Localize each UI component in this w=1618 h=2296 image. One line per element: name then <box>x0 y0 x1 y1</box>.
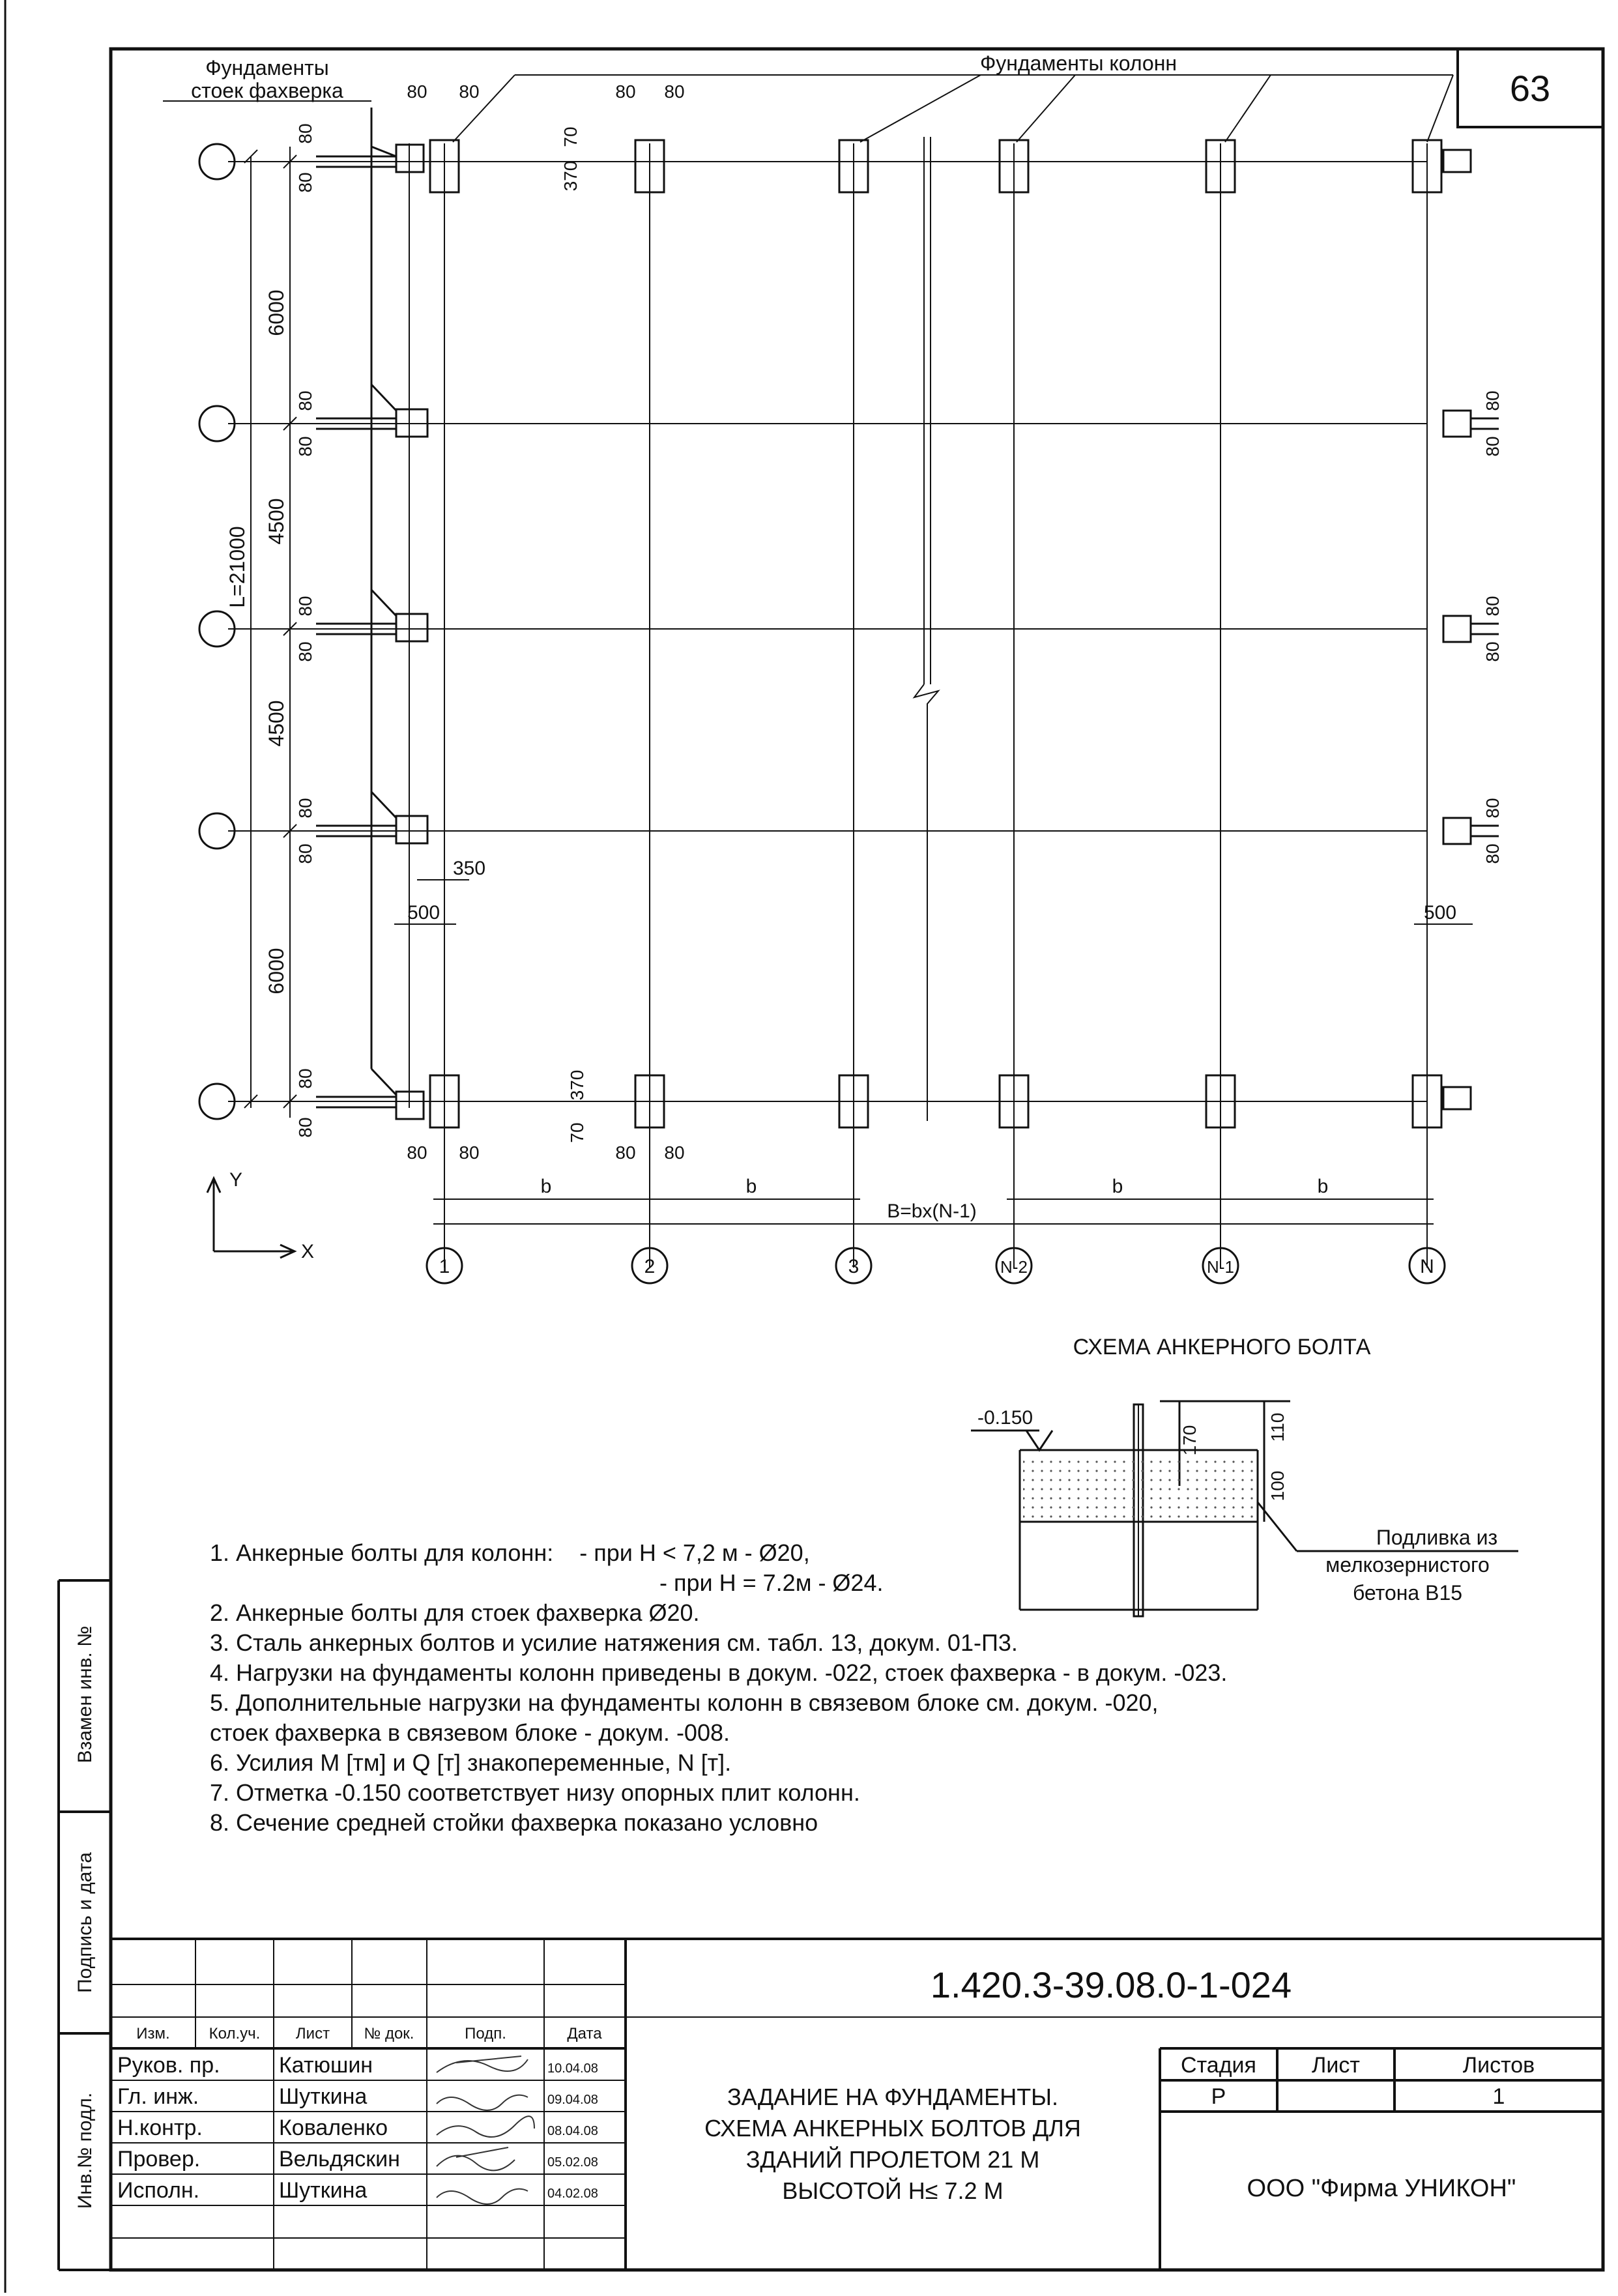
stamp-inv-orig: Инв.№ подл. <box>74 2092 96 2209</box>
note-8: 8. Сечение средней стойки фахверка показано условно <box>210 1809 818 1836</box>
note-1c: - при Н = 7.2м - Ø24. <box>659 1569 884 1596</box>
tb-date-2: 09.04.08 <box>547 2093 598 2107</box>
axis-x-label: X <box>301 1241 315 1262</box>
dim-80-bot-2b: 80 <box>664 1142 685 1163</box>
title-line-1: ЗАДАНИЕ НА ФУНДАМЕНТЫ. <box>727 2084 1059 2110</box>
tb-date-5: 04.02.08 <box>547 2187 598 2201</box>
axis-n-1: N-1 <box>1207 1257 1234 1277</box>
note-1c-row <box>210 1568 1227 1598</box>
tb-date-4: 05.02.08 <box>547 2155 598 2170</box>
row-markers <box>199 144 235 1119</box>
tb-head-doc: № док. <box>364 2025 414 2042</box>
title-line-3: ЗДАНИЙ ПРОЛЕТОМ 21 М <box>745 2146 1040 2173</box>
tb-head-sign: Подп. <box>465 2025 506 2042</box>
grout-label-2: мелкозернистого <box>1325 1553 1490 1577</box>
dim-80-r3a: 80 <box>295 596 315 617</box>
dim-370-bot: 370 <box>567 1069 587 1101</box>
dim-80-r1b: 80 <box>295 172 315 193</box>
label-columns: Фундаменты колонн <box>979 51 1177 75</box>
dim-b-3: b <box>1112 1176 1123 1197</box>
dim-6000-top: 6000 <box>265 289 288 336</box>
note-4: 4. Нагрузки на фундаменты колонн приведены в докум. -022, стоек фахверка - в докум. -023. <box>210 1659 1228 1686</box>
notes <box>210 1538 1227 1838</box>
dim-370-top: 370 <box>560 160 581 192</box>
axis-n: N <box>1420 1256 1434 1277</box>
tb-role-1: Руков. пр. <box>117 2053 220 2078</box>
note-7: 7. Отметка -0.150 соответствует низу опорных плит колонн. <box>210 1779 860 1806</box>
note-2: 2. Анкерные болты для стоек фахверка Ø20. <box>210 1599 700 1626</box>
note-6: 6. Усилия М [тм] и Q [т] знакопеременные, N [т]. <box>210 1749 732 1776</box>
dim-4500-1: 4500 <box>265 498 288 545</box>
leader-lines <box>163 75 1453 142</box>
dim-b-1: b <box>540 1176 552 1197</box>
note-1 <box>210 1538 1227 1568</box>
tb-name-5: Шуткина <box>279 2178 368 2203</box>
label-fachwerk-2: стоек фахверка <box>191 79 343 102</box>
signature-scribbles <box>437 2056 534 2204</box>
sheets-head: Листов <box>1462 2053 1535 2078</box>
dim-80-r5b: 80 <box>295 1117 315 1138</box>
title-line-2: СХЕМА АНКЕРНЫХ БОЛТОВ ДЛЯ <box>704 2115 1081 2142</box>
span-label: L=21000 <box>225 526 249 608</box>
tb-date-1: 10.04.08 <box>547 2061 598 2076</box>
dim-b-4: b <box>1317 1176 1329 1197</box>
dim-4500-2: 4500 <box>265 700 288 747</box>
dim-80-r1a: 80 <box>295 123 315 144</box>
dim-80-right-3b: 80 <box>1482 843 1503 864</box>
dim-total: B=bx(N-1) <box>887 1200 977 1222</box>
company-name: ООО "Фирма УНИКОН" <box>1247 2175 1516 2202</box>
dim-80-r5a: 80 <box>295 1068 315 1089</box>
dim-80-r2a: 80 <box>295 390 315 411</box>
axis-lines-y <box>228 162 1427 1101</box>
tb-role-2: Гл. инж. <box>117 2084 199 2109</box>
axis-bubbles <box>427 1248 1445 1283</box>
note-1a: 1. Анкерные болты для колонн: <box>210 1539 554 1566</box>
tb-head-kol: Кол.уч. <box>209 2025 261 2042</box>
dim-80-top-1a: 80 <box>407 81 427 102</box>
dim-80-r4b: 80 <box>295 843 315 864</box>
anchor-scheme-title: СХЕМА АНКЕРНОГО БОЛТА <box>1073 1335 1371 1359</box>
dim-500-left: 500 <box>407 902 441 923</box>
axis-3: 3 <box>848 1256 860 1277</box>
dim-6000-bottom: 6000 <box>265 948 288 995</box>
tb-head-list: Лист <box>295 2025 330 2042</box>
title-line-4: ВЫСОТОЙ Н≤ 7.2 М <box>782 2177 1004 2204</box>
tb-head-izm: Изм. <box>136 2025 170 2042</box>
stage-value: Р <box>1211 2084 1226 2109</box>
fachwerk-foundations-right <box>1443 411 1499 844</box>
label-fachwerk-1: Фундаменты <box>205 56 329 80</box>
dim-80-right-1b: 80 <box>1482 436 1503 457</box>
grout-dots <box>1023 1457 1254 1519</box>
dim-80-r4a: 80 <box>295 798 315 819</box>
dim-70-bot: 70 <box>567 1122 587 1143</box>
dim-80-bot-1b: 80 <box>459 1142 480 1163</box>
dim-80-bot-2a: 80 <box>615 1142 636 1163</box>
axis-n-2: N-2 <box>1000 1257 1028 1277</box>
tb-date-3: 08.04.08 <box>547 2124 598 2138</box>
axis-lines-x <box>409 143 1427 1268</box>
anchor-dim-110: 110 <box>1267 1412 1288 1442</box>
dim-500-right: 500 <box>1423 902 1457 923</box>
grout-label-3: бетона В15 <box>1352 1581 1463 1605</box>
tb-role-5: Исполн. <box>117 2178 200 2203</box>
dim-80-top-2b: 80 <box>664 81 685 102</box>
tb-role-4: Провер. <box>117 2147 201 2172</box>
dim-80-r3b: 80 <box>295 641 315 662</box>
note-5b: стоек фахверка в связевом блоке - докум. -008. <box>210 1719 730 1746</box>
dim-350: 350 <box>452 858 486 879</box>
sheet-frame <box>111 49 1603 2270</box>
doc-code: 1.420.3-39.08.0-1-024 <box>930 1964 1292 2005</box>
dim-80-top-1b: 80 <box>459 81 480 102</box>
dim-b-2: b <box>745 1176 757 1197</box>
anchor-dim-100: 100 <box>1267 1470 1288 1502</box>
note-1b: - при Н < 7,2 м - Ø20, <box>579 1539 810 1566</box>
sheet-number: 63 <box>1509 68 1551 109</box>
sheets-value: 1 <box>1492 2084 1505 2109</box>
stamp-replace-inv: Взамен инв. № <box>74 1625 96 1764</box>
dim-80-right-2a: 80 <box>1482 596 1503 617</box>
xy-axis-glyph <box>207 1178 295 1258</box>
tb-name-3: Коваленко <box>279 2115 388 2140</box>
stamp-signature-date: Подпись и дата <box>74 1852 96 1993</box>
fachwerk-foundations-left <box>316 108 427 1119</box>
anchor-level: -0.150 <box>977 1407 1033 1429</box>
note-5a: 5. Дополнительные нагрузки на фундаменты колонн в связевом блоке см. докум. -020, <box>210 1689 1159 1716</box>
dim-80-bot-1a: 80 <box>407 1142 427 1163</box>
dim-70-top: 70 <box>560 126 581 147</box>
dim-80-right-3a: 80 <box>1482 798 1503 819</box>
axis-1: 1 <box>439 1256 450 1277</box>
dim-80-r2b: 80 <box>295 436 315 457</box>
note-3: 3. Сталь анкерных болтов и усилие натяжения см. табл. 13, докум. 01-П3. <box>210 1629 1018 1656</box>
dim-80-right-1a: 80 <box>1482 390 1503 411</box>
tb-name-4: Вельдяскин <box>279 2147 400 2172</box>
axis-2: 2 <box>644 1256 656 1277</box>
dim-chain-x <box>394 880 1473 1232</box>
tb-head-date: Дата <box>567 2025 602 2042</box>
column-foundations-top <box>430 140 1471 192</box>
dim-80-top-2a: 80 <box>615 81 636 102</box>
anchor-dim-170: 170 <box>1179 1425 1200 1456</box>
sheet-head: Лист <box>1312 2053 1360 2078</box>
tb-name-2: Шуткина <box>279 2084 368 2109</box>
tb-name-1: Катюшин <box>279 2053 373 2078</box>
axis-y-label: Y <box>229 1169 243 1191</box>
grout-label-1: Подливка из <box>1376 1526 1498 1549</box>
dim-80-right-2b: 80 <box>1482 641 1503 662</box>
tb-role-3: Н.контр. <box>117 2115 203 2140</box>
stage-head: Стадия <box>1181 2053 1256 2078</box>
